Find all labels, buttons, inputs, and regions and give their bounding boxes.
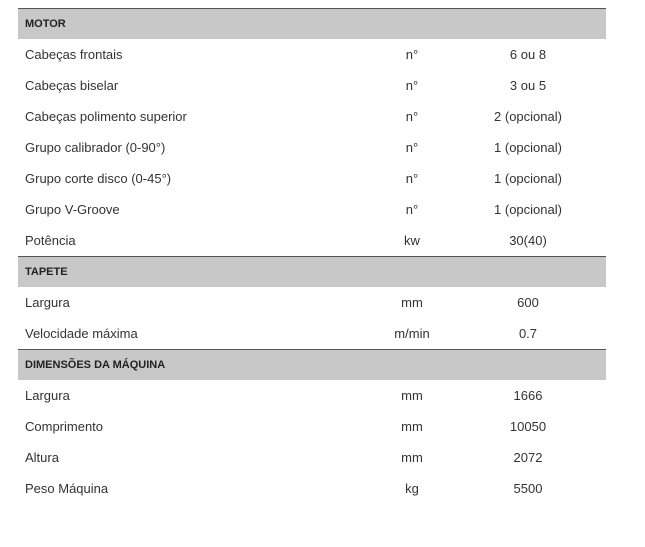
table-row xyxy=(18,132,606,163)
row-label: Comprimento xyxy=(25,419,104,434)
row-unit: n° xyxy=(405,140,419,155)
row-unit: kg xyxy=(405,481,419,496)
row-value: 3 ou 5 xyxy=(509,78,547,93)
table-row xyxy=(18,225,606,256)
row-label: Cabeças polimento superior xyxy=(25,109,187,124)
row-unit: n° xyxy=(405,202,419,217)
table-row xyxy=(18,411,606,442)
row-value: 1 (opcional) xyxy=(494,202,562,217)
row-label: Potência xyxy=(25,233,76,248)
row-value: 6 ou 8 xyxy=(509,47,547,62)
table-row xyxy=(18,70,606,101)
row-unit: n° xyxy=(405,109,419,124)
row-label: Cabeças biselar xyxy=(25,78,119,93)
row-label: Grupo calibrador (0-90°) xyxy=(25,140,166,155)
row-value: 2 (opcional) xyxy=(494,109,562,124)
table-row xyxy=(18,380,606,411)
row-value: 1 (opcional) xyxy=(494,171,562,186)
row-label: Grupo corte disco (0-45°) xyxy=(25,171,172,186)
row-label: Grupo V-Groove xyxy=(25,202,120,217)
table-row xyxy=(18,287,606,318)
section-header-motor: MOTOR xyxy=(18,8,606,39)
row-unit: n° xyxy=(405,47,419,62)
row-label: Velocidade máxima xyxy=(25,326,138,341)
row-value: 2072 xyxy=(513,450,543,465)
row-unit: n° xyxy=(405,78,419,93)
row-label: Largura xyxy=(25,388,70,403)
table-row xyxy=(18,473,606,504)
table-row xyxy=(18,442,606,473)
row-unit: mm xyxy=(401,388,423,403)
table-row xyxy=(18,163,606,194)
row-value: 5500 xyxy=(513,481,543,496)
row-value: 1 (opcional) xyxy=(494,140,562,155)
row-value: 1666 xyxy=(513,388,543,403)
row-unit: mm xyxy=(401,419,423,434)
row-unit: mm xyxy=(401,295,423,310)
table-row xyxy=(18,101,606,132)
row-value: 0.7 xyxy=(518,326,538,341)
row-value: 30(40) xyxy=(509,233,547,248)
section-header-dimensoes: DIMENSÕES DA MÁQUINA xyxy=(18,349,606,380)
row-value: 600 xyxy=(517,295,539,310)
spec-table xyxy=(18,8,606,504)
table-row xyxy=(18,39,606,70)
row-label: Altura xyxy=(25,450,59,465)
row-unit: kw xyxy=(404,233,420,248)
table-row xyxy=(18,318,606,349)
row-unit: n° xyxy=(405,171,419,186)
row-label: Peso Máquina xyxy=(25,481,109,496)
row-unit: mm xyxy=(401,450,423,465)
table-row xyxy=(18,194,606,225)
row-unit: m/min xyxy=(394,326,430,341)
row-label: Cabeças frontais xyxy=(25,47,123,62)
section-header-tapete: TAPETE xyxy=(18,256,606,287)
row-value: 10050 xyxy=(509,419,547,434)
row-label: Largura xyxy=(25,295,70,310)
